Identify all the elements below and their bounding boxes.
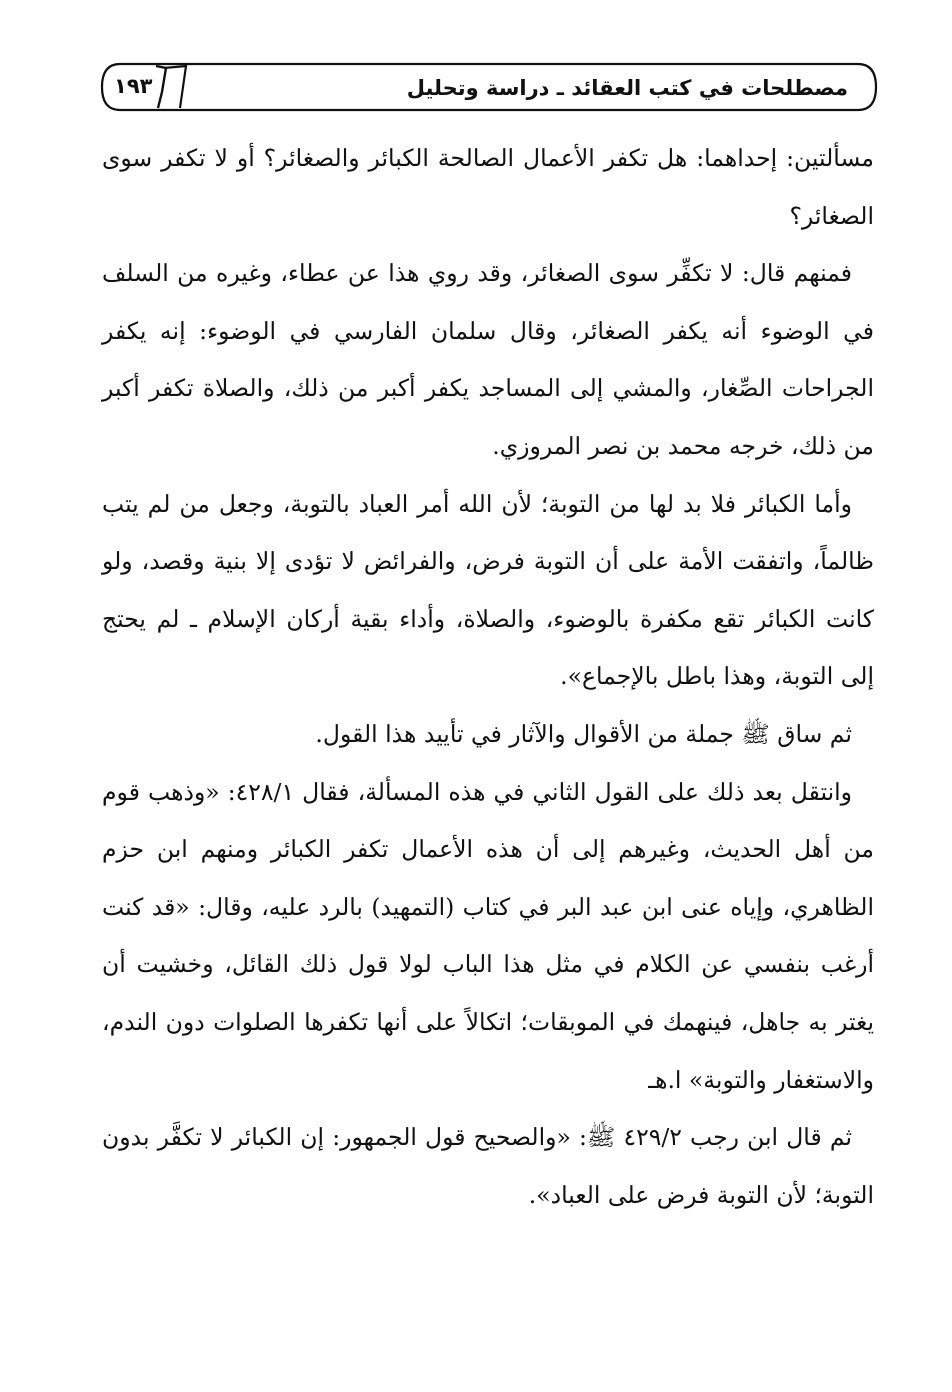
paragraph-5: وانتقل بعد ذلك على القول الثاني في هذه المسألة، فقال ٤٢٨/١: «وذهب قوم من أهل الحديث، وغيرهم إلى أن هذه الأعمال تكفر الكبائر ومنهم ابن حزم الظاهري، وإياه عنى ابن عبد البر في كتاب (التمهيد) بالرد عليه، وقال: «قد كنت أرغب بنفسي عن الكلام في مثل هذا الباب لولا قول ذلك القائل، وخشيت أن يغتر به جاهل، فينهمك في الموبقات؛ اتكالاً على أنها تكفرها الصلوات دون الندم، والاستغفار والتوبة» ا.هـ <box>102 777 874 1094</box>
paragraph-3: وأما الكبائر فلا بد لها من التوبة؛ لأن الله أمر العباد بالتوبة، وجعل من لم يتب ظالماً، واتفقت الأمة على أن التوبة فرض، والفرائض لا تؤدى إلا بنية وقصد، ولو كانت الكبائر تقع مكفرة بالوضوء، والصلاة، وأداء بقية أركان الإسلام ـ لم يحتج إلى التوبة، وهذا باطل بالإجماع». <box>102 489 874 691</box>
paragraph-4: ثم ساق ﷺ جملة من الأقوال والآثار في تأييد هذا القول. <box>315 719 852 748</box>
paragraph-1: مسألتين: إحداهما: هل تكفر الأعمال الصالحة الكبائر والصغائر؟ أو لا تكفر سوى الصغائر؟ <box>102 144 874 230</box>
page-number: ١٩٣ <box>114 74 153 98</box>
body-text <box>102 130 874 1224</box>
paragraph-6: ثم قال ابن رجب ٤٢٩/٢ ﷺ: «والصحيح قول الجمهور: إن الكبائر لا تكفَّر بدون التوبة؛ لأن التوبة فرض على العباد». <box>102 1123 874 1209</box>
running-header <box>100 62 878 112</box>
running-title: مصطلحات في كتب العقائد ـ دراسة وتحليل <box>406 76 848 100</box>
paragraph-2: فمنهم قال: لا تكفِّر سوى الصغائر، وقد روي هذا عن عطاء، وغيره من السلف في الوضوء أنه يكفر الصغائر، وقال سلمان الفارسي في الوضوء: إنه يكفر الجراحات الصِّغار، والمشي إلى المساجد يكفر أكبر من ذلك، والصلاة تكفر أكبر من ذلك، خرجه محمد بن نصر المروزي. <box>102 259 874 460</box>
